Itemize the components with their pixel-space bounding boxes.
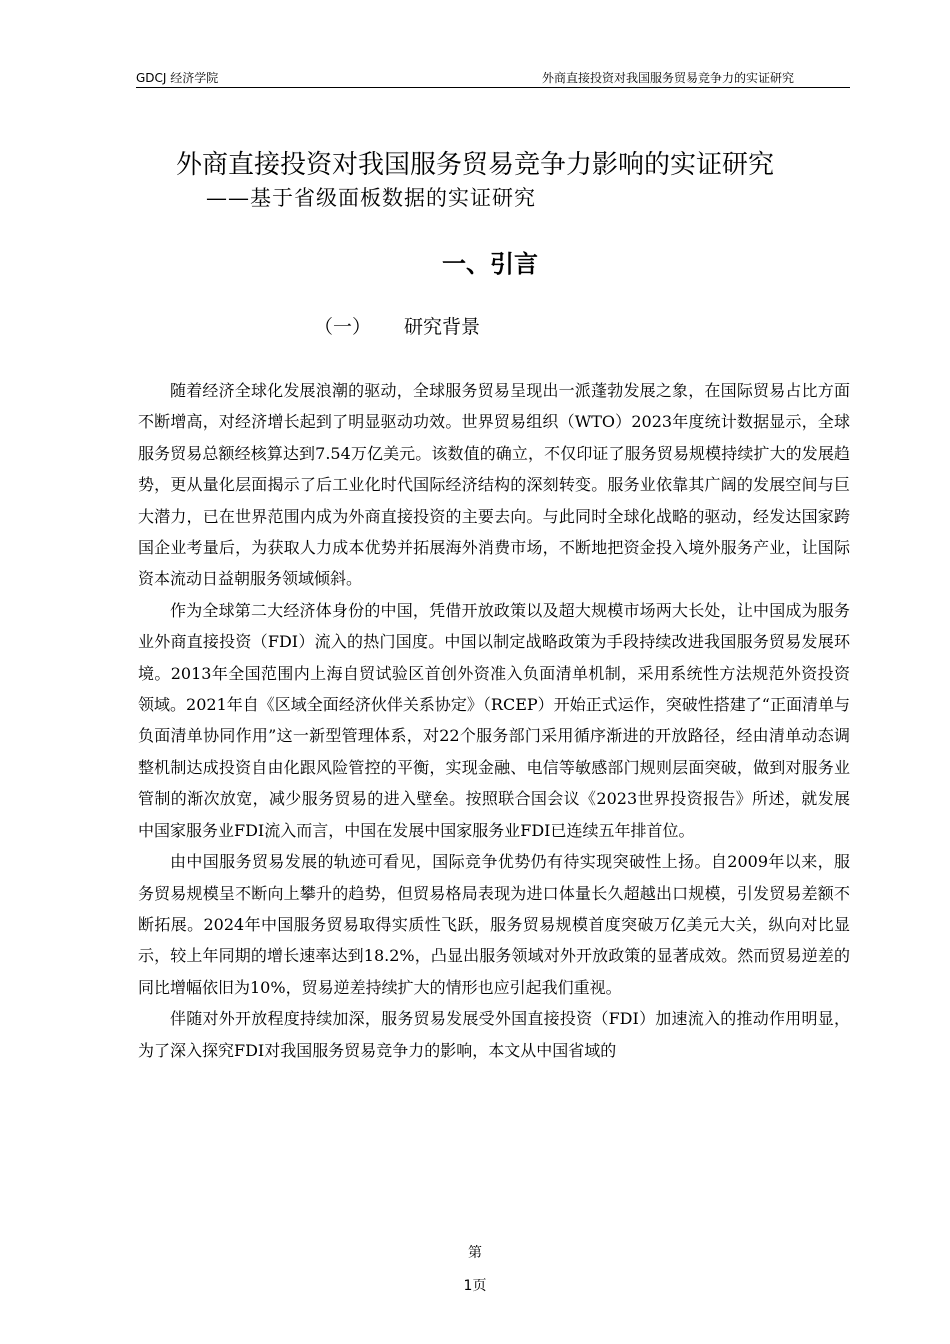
subsection-number: （一） [314,316,372,338]
page-footer-label: 第 [468,1245,482,1261]
body-text [138,375,850,1066]
page-header [136,67,850,88]
subsection-heading [314,312,480,339]
paragraph: 由中国服务贸易发展的轨迹可看见，国际竞争优势仍有待实现突破性上扬。自2009年以来，服务贸易规模呈不断向上攀升的趋势，但贸易格局表现为进口体量长久超越出口规模，引发贸易差额不断拓展。2024年中国服务贸易取得实质性飞跃，服务贸易规模首度突破万亿美元大关，纵向对比显示，较上年同期的增长速率达到18.2%，凸显出服务领域对外开放政策的显著成效。然而贸易逆差的同比增幅依旧为10%，贸易逆差持续扩大的情形也应引起我们重视。 [138,852,850,997]
header-institution: GDCJ 经济学院 [136,71,219,85]
header-running-title: 外商直接投资对我国服务贸易竞争力的实证研究 [541,71,794,85]
document-subtitle: ——基于省级面板数据的实证研究 [206,186,536,210]
document-title: 外商直接投资对我国服务贸易竞争力影响的实证研究 [175,150,774,180]
section-heading: 一、引言 [442,250,538,278]
paragraph: 随着经济全球化发展浪潮的驱动，全球服务贸易呈现出一派蓬勃发展之象，在国际贸易占比方面不断增高，对经济增长起到了明显驱动功效。世界贸易组织（WTO）2023年度统计数据显示，全球服务贸易总额经核算达到7.54万亿美元。该数值的确立，不仅印证了服务贸易规模持续扩大的发展趋势，更从量化层面揭示了后工业化时代国际经济结构的深刻转变。服务业依靠其广阔的发展空间与巨大潜力，已在世界范围内成为外商直接投资的主要去向。与此同时全球化战略的驱动，经发达国家跨国企业考量后，为获取人力成本优势并拓展海外消费市场，不断地把资金投入境外服务产业，让国际资本流动日益朝服务领域倾斜。 [138,381,850,589]
subsection-title: 研究背景 [404,316,481,338]
paragraph: 伴随对外开放程度持续加深，服务贸易发展受外国直接投资（FDI）加速流入的推动作用明显，为了深入探究FDI对我国服务贸易竞争力的影响，本文从中国省域的 [138,1009,850,1060]
paragraph: 作为全球第二大经济体身份的中国，凭借开放政策以及超大规模市场两大长处，让中国成为服务业外商直接投资（FDI）流入的热门国度。中国以制定战略政策为手段持续改进我国服务贸易发展环境。2013年全国范围内上海自贸试验区首创外资准入负面清单机制，采用系统性方法规范外资投资领域。2021年自《区域全面经济伙伴关系协定》（RCEP）开始正式运作，突破性搭建了“正面清单与负面清单协同作用”这一新型管理体系，对22个服务部门采用循序渐进的开放路径，经由清单动态调整机制达成投资自由化跟风险管控的平衡，实现金融、电信等敏感部门规则层面突破，做到对服务业管制的渐次放宽，减少服务贸易的进入壁垒。按照联合国会议《2023世界投资报告》所述，就发展中国家服务业FDI流入而言，中国在发展中国家服务业FDI已连续五年排首位。 [138,600,850,840]
page-number: 1页 [463,1278,487,1294]
